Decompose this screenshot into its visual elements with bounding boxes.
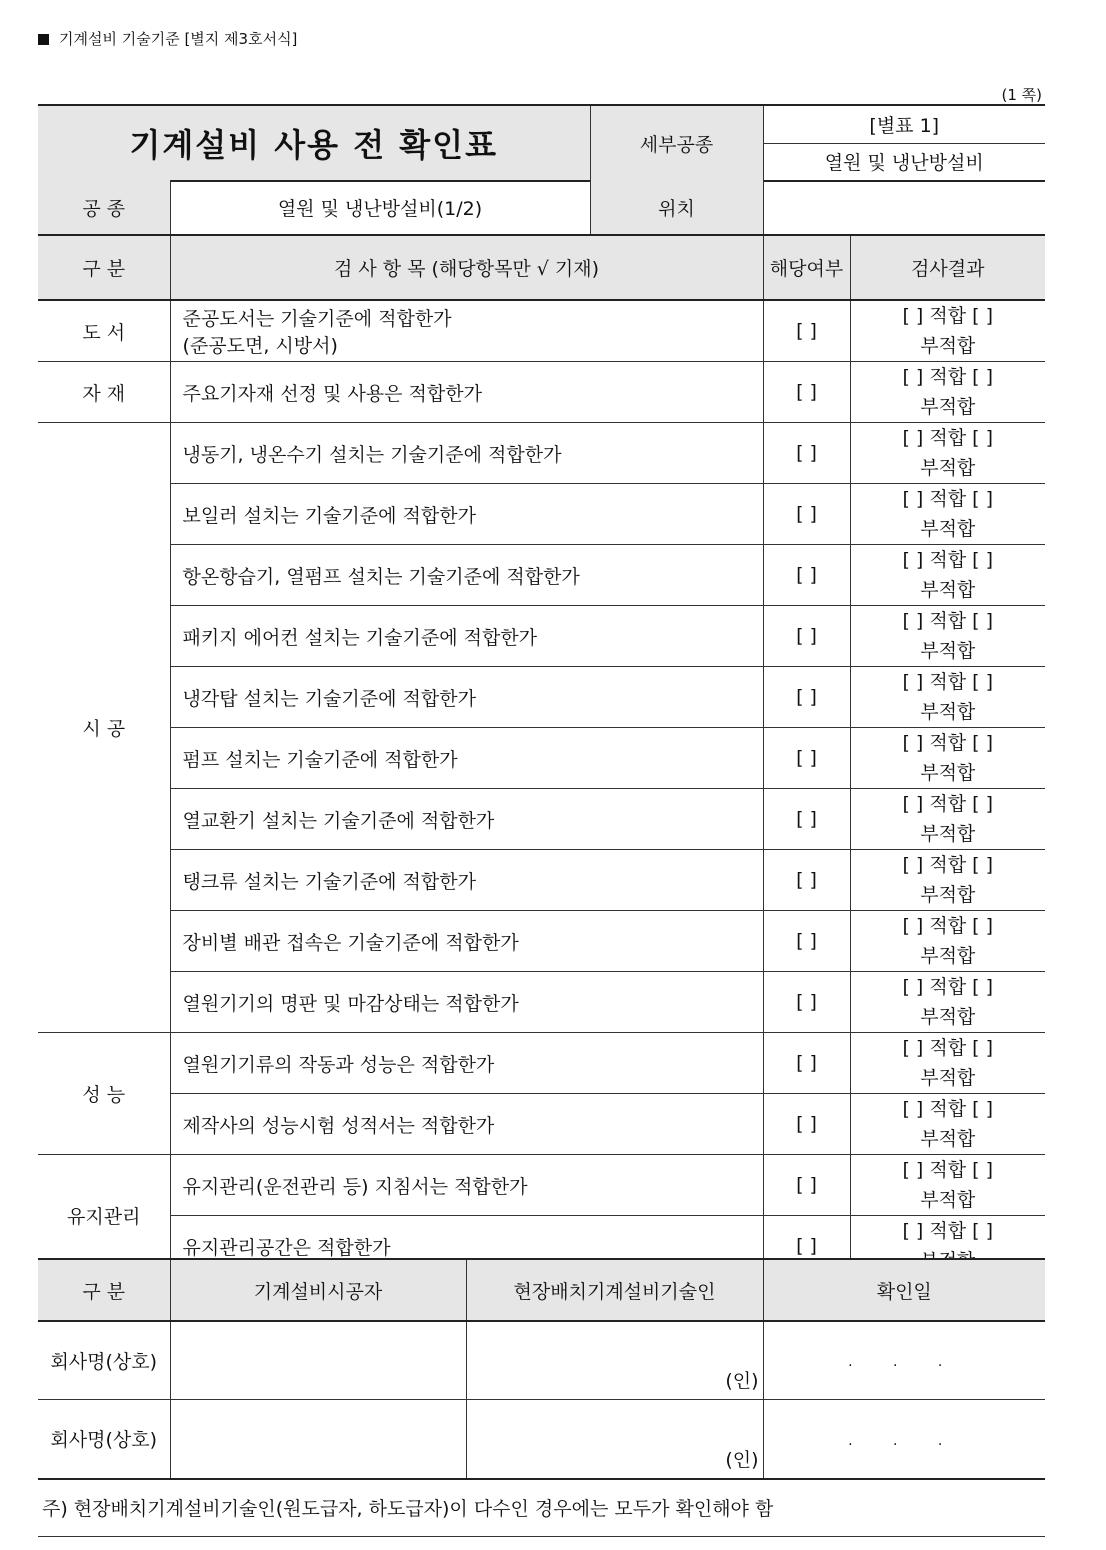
- result-cell[interactable]: [850, 972, 1045, 1033]
- result-fail-option[interactable]: 부적합: [920, 823, 976, 845]
- col-category: 구 분: [38, 236, 170, 300]
- inspection-item: [170, 423, 763, 484]
- applicable-checkbox[interactable]: [ ]: [763, 728, 850, 789]
- applicable-checkbox[interactable]: [ ]: [763, 423, 850, 484]
- table-row: [38, 1155, 1045, 1216]
- inspection-header-row: [38, 236, 1045, 300]
- result-cell[interactable]: [850, 789, 1045, 850]
- inspection-item: [170, 1155, 763, 1216]
- table-row: [38, 545, 1045, 606]
- table-row: [38, 1033, 1045, 1094]
- applicable-checkbox[interactable]: [ ]: [763, 545, 850, 606]
- result-fail-option[interactable]: 부적합: [920, 1189, 976, 1211]
- col-result: 검사결과: [850, 236, 1045, 300]
- category-cell: 자 재: [38, 362, 170, 423]
- item-text: 보일러 설치는 기술기준에 적합한가: [182, 504, 476, 527]
- work-type-label: 공 종: [38, 180, 170, 235]
- applicable-checkbox[interactable]: [ ]: [763, 1033, 850, 1094]
- inspection-item: [170, 911, 763, 972]
- signoff-row: [38, 1321, 1045, 1399]
- square-bullet-icon: [38, 34, 49, 45]
- table-row: [38, 667, 1045, 728]
- contractor-field[interactable]: [170, 1399, 466, 1479]
- result-cell[interactable]: [850, 484, 1045, 545]
- result-cell[interactable]: [850, 1155, 1045, 1216]
- category-cell: 성 능: [38, 1033, 170, 1155]
- title-table: [38, 104, 1045, 182]
- applicable-checkbox[interactable]: [ ]: [763, 484, 850, 545]
- item-text: 냉동기, 냉온수기 설치는 기술기준에 적합한가: [182, 443, 562, 466]
- applicable-checkbox[interactable]: [ ]: [763, 362, 850, 423]
- inspection-item: [170, 545, 763, 606]
- work-type-value: 열원 및 냉난방설비(1/2): [170, 180, 590, 235]
- engineer-seal[interactable]: (인): [466, 1321, 763, 1399]
- result-pass-option[interactable]: [ ] 적합 [ ]: [902, 1098, 994, 1120]
- inspection-item: [170, 850, 763, 911]
- result-pass-option[interactable]: [ ] 적합 [ ]: [902, 732, 994, 754]
- result-cell[interactable]: [850, 545, 1045, 606]
- item-text: 준공도서는 기술기준에 적합한가: [182, 308, 452, 330]
- table-row: [38, 1094, 1045, 1155]
- result-cell[interactable]: [850, 300, 1045, 362]
- result-cell[interactable]: [850, 362, 1045, 423]
- work-type-table: [38, 180, 1045, 236]
- item-text: 장비별 배관 접속은 기술기준에 적합한가: [182, 931, 519, 954]
- annex-label: [별표 1]: [763, 105, 1045, 143]
- result-cell[interactable]: [850, 850, 1045, 911]
- applicable-checkbox[interactable]: [ ]: [763, 667, 850, 728]
- company-label: 회사명(상호): [38, 1399, 170, 1479]
- result-cell[interactable]: [850, 728, 1045, 789]
- result-pass-option[interactable]: [ ] 적합 [ ]: [902, 610, 994, 632]
- category-cell: 도 서: [38, 300, 170, 362]
- inspection-item: [170, 667, 763, 728]
- divider: [38, 1536, 1045, 1537]
- item-text: 탱크류 설치는 기술기준에 적합한가: [182, 870, 476, 893]
- result-fail-option[interactable]: 부적합: [920, 640, 976, 662]
- item-text: 항온항습기, 열펌프 설치는 기술기준에 적합한가: [182, 565, 580, 588]
- applicable-checkbox[interactable]: [ ]: [763, 789, 850, 850]
- result-fail-option[interactable]: 부적합: [920, 1128, 976, 1150]
- inspection-item: [170, 362, 763, 423]
- table-row: [38, 423, 1045, 484]
- signoff-engineer: 현장배치기계설비기술인: [466, 1259, 763, 1321]
- result-pass-option[interactable]: [ ] 적합 [ ]: [902, 793, 994, 815]
- inspection-table: [38, 236, 1045, 1278]
- item-text: 주요기자재 선정 및 사용은 적합한가: [182, 382, 482, 405]
- result-fail-option[interactable]: 부적합: [920, 701, 976, 723]
- inspection-item: [170, 972, 763, 1033]
- contractor-field[interactable]: [170, 1321, 466, 1399]
- result-pass-option[interactable]: [ ] 적합 [ ]: [902, 488, 994, 510]
- item-text: 펌프 설치는 기술기준에 적합한가: [182, 748, 458, 771]
- inspection-item: [170, 484, 763, 545]
- result-fail-option[interactable]: 부적합: [920, 457, 976, 479]
- applicable-checkbox[interactable]: [ ]: [763, 1155, 850, 1216]
- footnote: 주) 현장배치기계설비기술인(원도급자, 하도급자)이 다수인 경우에는 모두가 확인해야 함: [42, 1498, 774, 1520]
- item-subtext: (준공도면, 시방서): [182, 335, 338, 357]
- inspection-item: [170, 606, 763, 667]
- result-pass-option[interactable]: [ ] 적합 [ ]: [902, 976, 994, 998]
- applicable-checkbox[interactable]: [ ]: [763, 850, 850, 911]
- item-text: 유지관리공간은 적합한가: [182, 1236, 391, 1259]
- result-pass-option[interactable]: [ ] 적합 [ ]: [902, 1220, 994, 1242]
- company-label: 회사명(상호): [38, 1321, 170, 1399]
- item-text: 열원기기류의 작동과 성능은 적합한가: [182, 1053, 495, 1076]
- inspection-item: [170, 1033, 763, 1094]
- date-field[interactable]: . . .: [763, 1321, 1045, 1399]
- signoff-date-header: 확인일: [763, 1259, 1045, 1321]
- category-cell: 시 공: [38, 423, 170, 1033]
- table-row: [38, 484, 1045, 545]
- form-title: 기계설비 사용 전 확인표: [38, 105, 590, 181]
- result-fail-option[interactable]: 부적합: [920, 945, 976, 967]
- inspection-item: [170, 1094, 763, 1155]
- date-field[interactable]: . . .: [763, 1399, 1045, 1479]
- applicable-checkbox[interactable]: [ ]: [763, 1094, 850, 1155]
- inspection-item: [170, 728, 763, 789]
- result-pass-option[interactable]: [ ] 적합 [ ]: [902, 1037, 994, 1059]
- col-items: 검 사 항 목 (해당항목만 √ 기재): [170, 236, 763, 300]
- item-text: 냉각탑 설치는 기술기준에 적합한가: [182, 687, 476, 710]
- table-row: [38, 362, 1045, 423]
- result-cell[interactable]: [850, 1094, 1045, 1155]
- col-applicable: 해당여부: [763, 236, 850, 300]
- category-cell: 유지관리: [38, 1155, 170, 1278]
- inspection-item: [170, 300, 763, 362]
- result-cell[interactable]: [850, 423, 1045, 484]
- applicable-checkbox[interactable]: [ ]: [763, 606, 850, 667]
- result-cell[interactable]: [850, 1033, 1045, 1094]
- result-cell[interactable]: [850, 911, 1045, 972]
- item-text: 제작사의 성능시험 성적서는 적합한가: [182, 1114, 495, 1137]
- table-row: [38, 850, 1045, 911]
- page-indicator: (1 쪽): [1001, 86, 1042, 104]
- subtype-label: 세부공종: [590, 105, 763, 181]
- engineer-seal[interactable]: (인): [466, 1399, 763, 1479]
- result-cell[interactable]: [850, 667, 1045, 728]
- applicable-checkbox[interactable]: [ ]: [763, 300, 850, 362]
- result-pass-option[interactable]: [ ] 적합 [ ]: [902, 854, 994, 876]
- item-text: 열교환기 설치는 기술기준에 적합한가: [182, 809, 495, 832]
- signoff-category: 구 분: [38, 1259, 170, 1321]
- table-row: [38, 789, 1045, 850]
- result-pass-option[interactable]: [ ] 적합 [ ]: [902, 1159, 994, 1181]
- result-fail-option[interactable]: 부적합: [920, 579, 976, 601]
- signoff-header-row: [38, 1259, 1045, 1321]
- table-row: [38, 606, 1045, 667]
- result-fail-option[interactable]: 부적합: [920, 518, 976, 540]
- table-row: [38, 300, 1045, 362]
- signoff-table: [38, 1258, 1045, 1480]
- result-pass-option[interactable]: [ ] 적합 [ ]: [902, 305, 994, 327]
- result-pass-option[interactable]: [ ] 적합 [ ]: [902, 671, 994, 693]
- annex-value: 열원 및 냉난방설비: [763, 143, 1045, 181]
- result-fail-option[interactable]: 부적합: [920, 1067, 976, 1089]
- item-text: 열원기기의 명판 및 마감상태는 적합한가: [182, 992, 519, 1015]
- signoff-contractor: 기계설비시공자: [170, 1259, 466, 1321]
- location-value[interactable]: [763, 180, 1045, 235]
- inspection-item: [170, 789, 763, 850]
- table-row: [38, 728, 1045, 789]
- table-row: [38, 972, 1045, 1033]
- result-cell[interactable]: [850, 606, 1045, 667]
- table-row: [38, 911, 1045, 972]
- result-pass-option[interactable]: [ ] 적합 [ ]: [902, 427, 994, 449]
- result-fail-option[interactable]: 부적합: [920, 884, 976, 906]
- applicable-checkbox[interactable]: [ ]: [763, 972, 850, 1033]
- result-fail-option[interactable]: 부적합: [920, 762, 976, 784]
- result-fail-option[interactable]: 부적합: [920, 335, 976, 357]
- result-pass-option[interactable]: [ ] 적합 [ ]: [902, 549, 994, 571]
- result-pass-option[interactable]: [ ] 적합 [ ]: [902, 915, 994, 937]
- result-fail-option[interactable]: 부적합: [920, 396, 976, 418]
- applicable-checkbox[interactable]: [ ]: [763, 1216, 850, 1278]
- item-text: 유지관리(운전관리 등) 지침서는 적합한가: [182, 1175, 528, 1198]
- signoff-row: [38, 1399, 1045, 1479]
- location-label: 위치: [590, 180, 763, 235]
- result-pass-option[interactable]: [ ] 적합 [ ]: [902, 366, 994, 388]
- applicable-checkbox[interactable]: [ ]: [763, 911, 850, 972]
- result-fail-option[interactable]: 부적합: [920, 1006, 976, 1028]
- item-text: 패키지 에어컨 설치는 기술기준에 적합한가: [182, 626, 538, 649]
- form-reference: 기계설비 기술기준 [별지 제3호서식]: [38, 28, 297, 49]
